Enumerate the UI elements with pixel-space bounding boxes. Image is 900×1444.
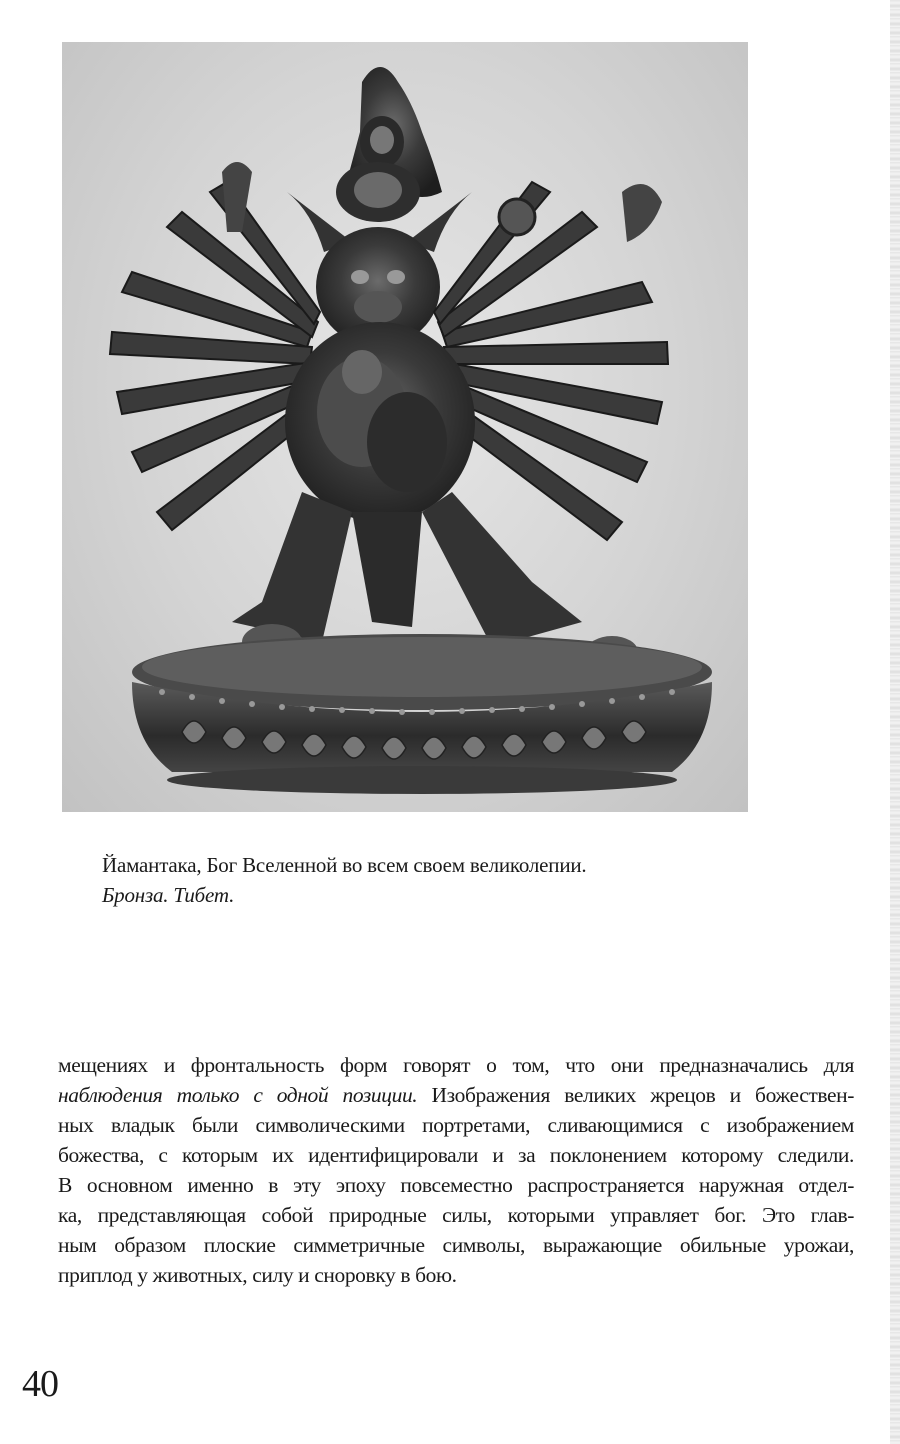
text-segment: Изображения великих жрецов и божествен-: [417, 1083, 855, 1107]
italic-phrase: наблюдения только с одной позиции.: [58, 1083, 418, 1107]
body-paragraph: [58, 1050, 854, 1290]
caption-title: Йамантака, Бог Вселенной во всем своем великолепии.: [102, 853, 587, 877]
text-line: [58, 1170, 854, 1200]
scan-edge-shadow: [890, 0, 900, 1444]
text-segment: ка, представляющая собой природные силы, которыми управляет бог. Это глав-: [58, 1203, 854, 1227]
text-line: [58, 1110, 854, 1140]
text-segment: В основном именно в эту эпоху повсеместно распространяется наружная отдел-: [58, 1173, 854, 1197]
page-number: 40: [22, 1363, 58, 1405]
text-line: [58, 1230, 854, 1260]
text-segment: приплод у животных, силу и сноровку в бою.: [58, 1263, 457, 1287]
text-line: [58, 1200, 854, 1230]
text-segment: ных владык были символическими портретами, сливающимися с изображением: [58, 1113, 854, 1137]
right-legs: [422, 492, 582, 647]
text-segment: ным образом плоские симметричные символы, выражающие обильные урожаи,: [58, 1233, 854, 1257]
left-legs: [232, 492, 352, 642]
text-segment: божества, с которым их идентифицировали и за поклонением которому следили.: [58, 1143, 854, 1167]
text-line: [58, 1080, 854, 1110]
text-segment: мещениях и фронтальность форм говорят о том, что они предназначались для: [58, 1053, 854, 1077]
statue-photograph: [62, 42, 748, 812]
text-line: [58, 1050, 854, 1080]
left-arms: [110, 182, 322, 530]
text-line: [58, 1140, 854, 1170]
caption-material: Бронза. Тибет.: [102, 883, 235, 907]
figure-caption: [102, 850, 802, 910]
yamantaka-statue-image: [62, 42, 748, 812]
text-line: [58, 1260, 854, 1290]
